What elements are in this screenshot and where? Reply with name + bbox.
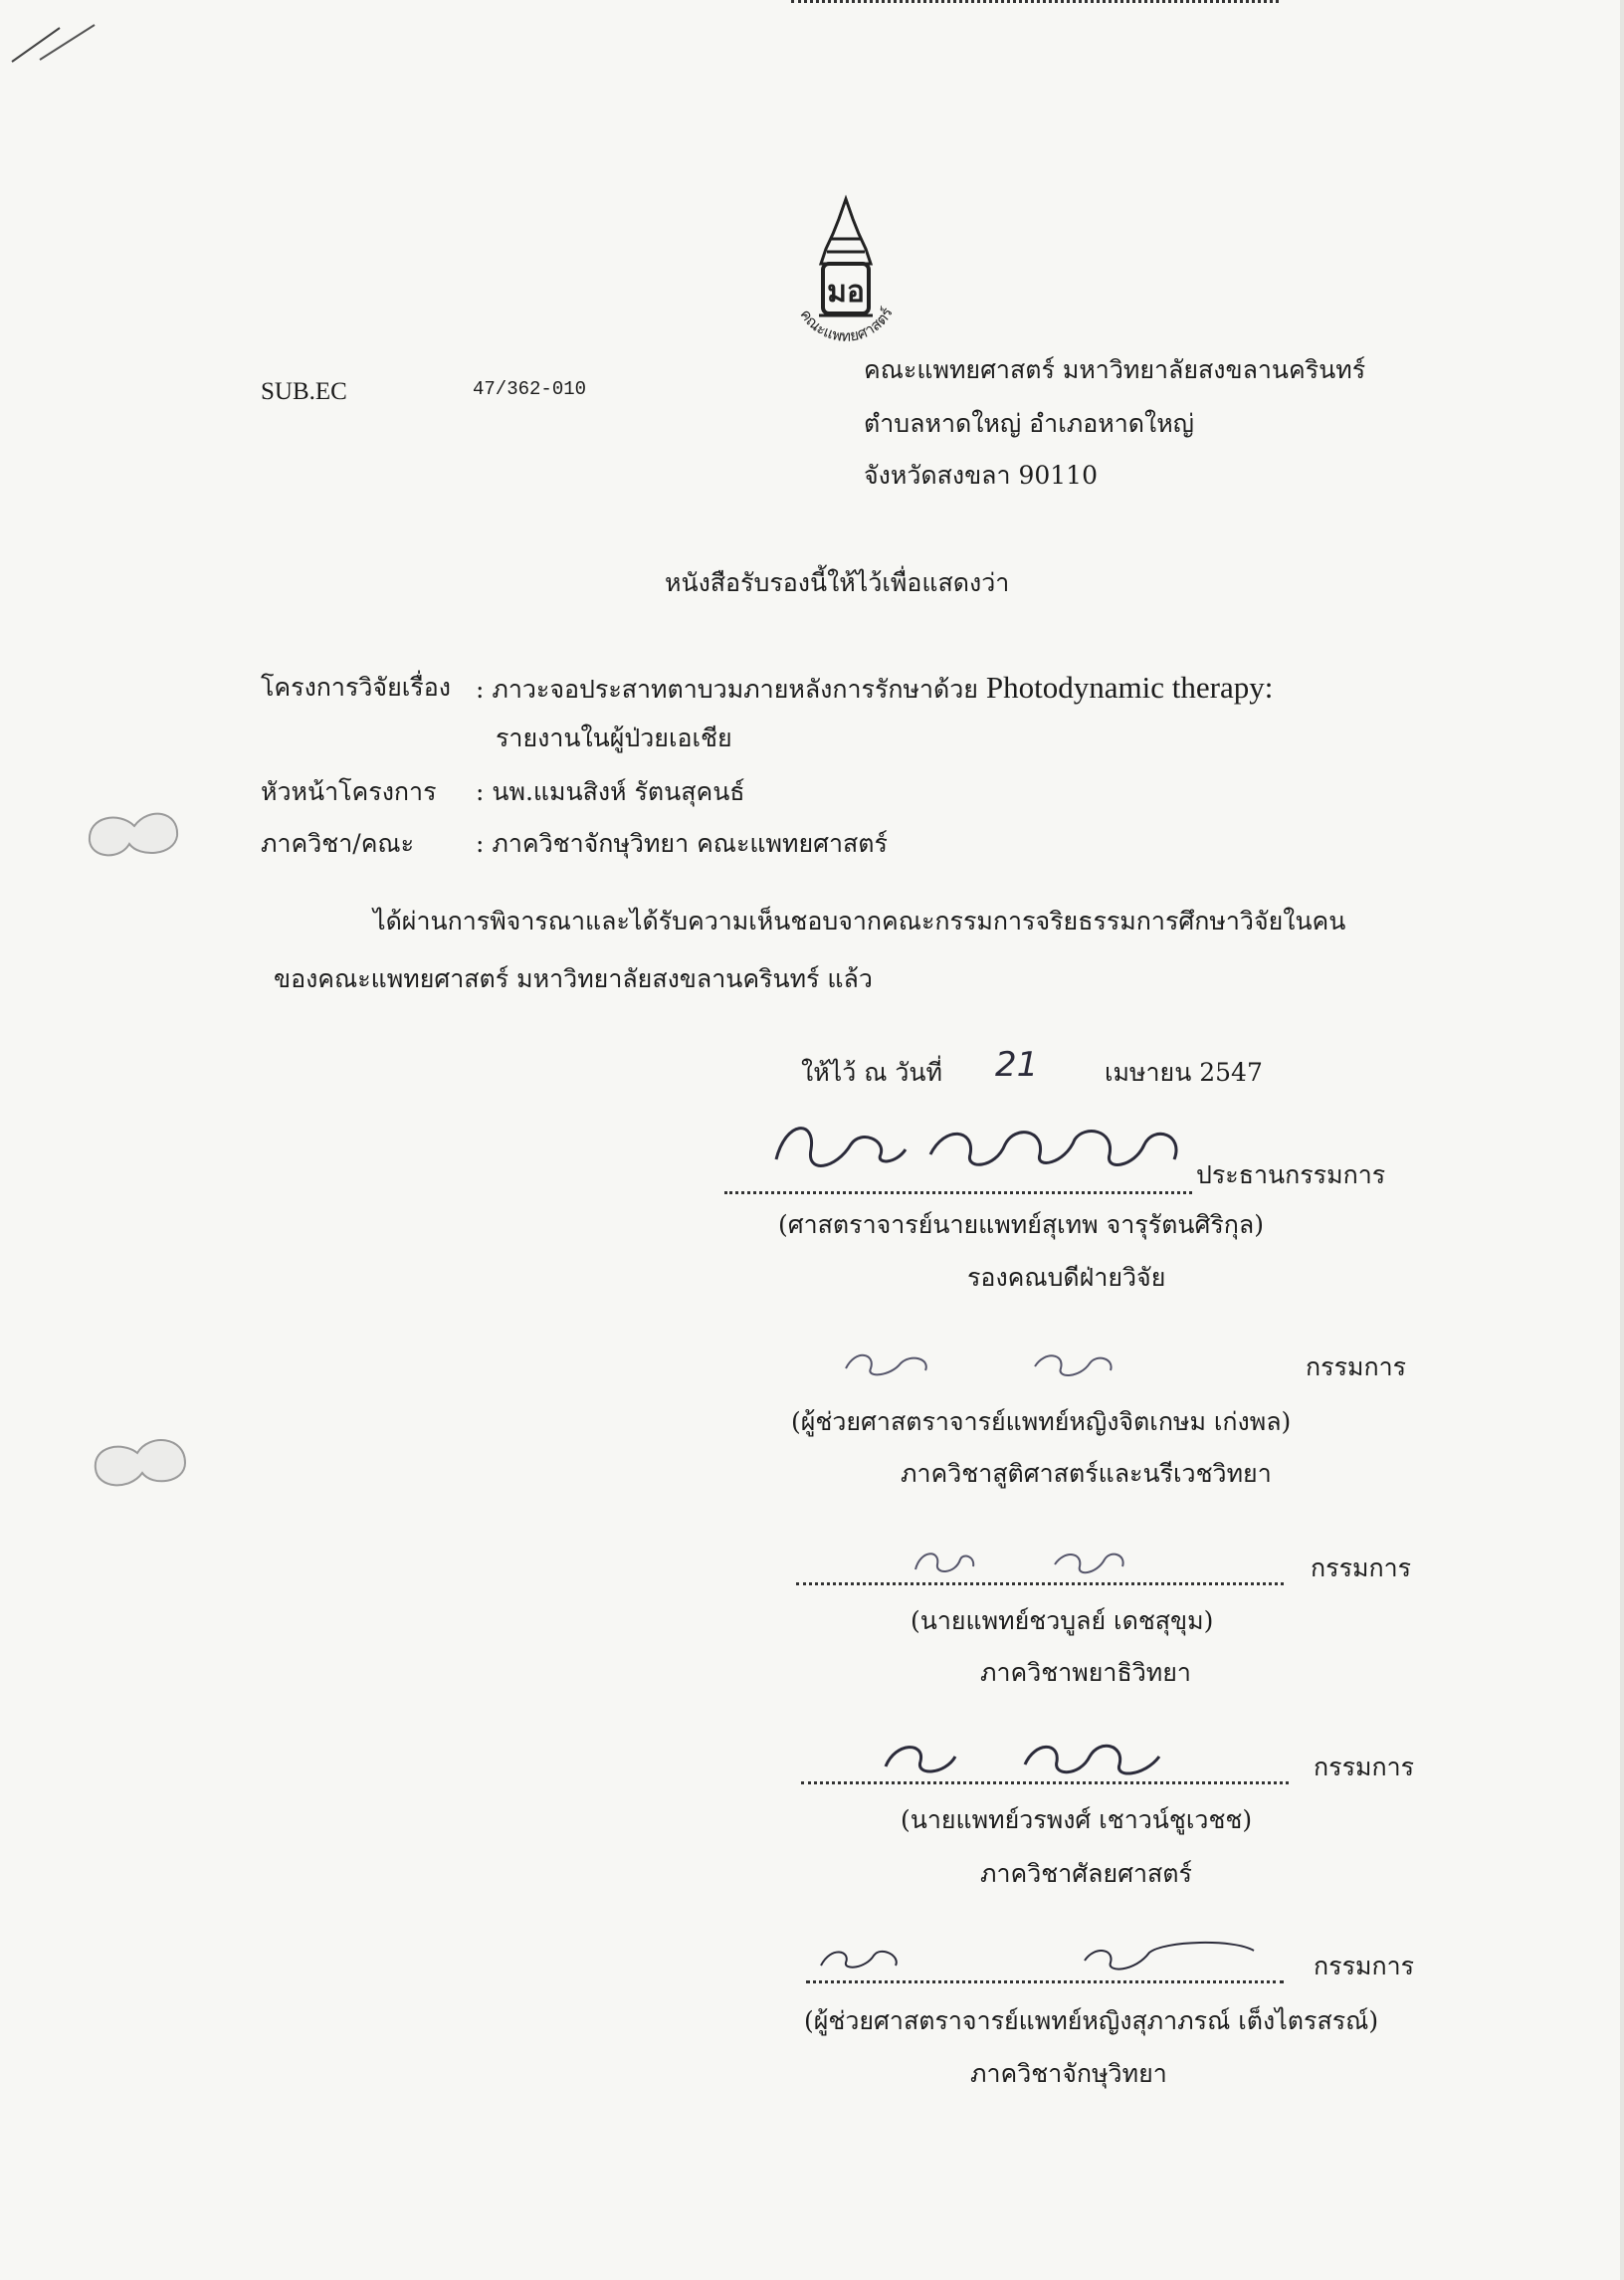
signatory-3-name: (นายแพทย์ชวบูลย์ เดชสุขุม) bbox=[911, 1606, 1214, 1635]
signatory-1-position: รองคณบดีฝ่ายวิจัย bbox=[967, 1263, 1166, 1292]
signatory-2-name: (ผู้ช่วยศาสตราจารย์แพทย์หญิงจิตเกษม เก่งพล) bbox=[791, 1407, 1292, 1436]
signatory-1-name: (ศาสตราจารย์นายแพทย์สุเทพ จารุรัตนศิริกุล) bbox=[778, 1210, 1264, 1239]
signature-line-2 bbox=[791, 0, 1279, 3]
corner-pen-mark bbox=[0, 0, 119, 80]
signature-member-4 bbox=[816, 1931, 1274, 1985]
faculty-seal-logo bbox=[771, 194, 920, 353]
reference-number: 47/362-010 bbox=[473, 378, 587, 400]
leader-label: หัวหน้าโครงการ bbox=[261, 777, 437, 806]
signature-member-2 bbox=[906, 1535, 1154, 1584]
department-label: ภาควิชา/คณะ bbox=[261, 829, 415, 858]
signatory-4-position: ภาควิชาศัลยศาสตร์ bbox=[980, 1859, 1192, 1888]
signatory-5-position: ภาควิชาจักษุวิทยา bbox=[970, 2059, 1167, 2088]
signatory-5-role: กรรมการ bbox=[1314, 1952, 1415, 1980]
signatory-2-role: กรรมการ bbox=[1306, 1352, 1407, 1381]
date-prefix: ให้ไว้ ณ วันที่ bbox=[801, 1058, 942, 1087]
date-month-year: เมษายน 2547 bbox=[1105, 1058, 1263, 1087]
reference-prefix: SUB.EC bbox=[261, 378, 347, 405]
project-value-line-2: รายงานในผู้ป่วยเอเชีย bbox=[496, 724, 732, 752]
project-value-english: Photodynamic therapy: bbox=[985, 670, 1274, 705]
department-value: : ภาควิชาจักษุวิทยา คณะแพทยศาสตร์ bbox=[476, 829, 888, 858]
project-label: โครงการวิจัยเรื่อง bbox=[261, 673, 451, 702]
project-value bbox=[476, 672, 1273, 706]
signature-line-3 bbox=[796, 1582, 1284, 1585]
svg-text:คณะแพทยศาสตร์ bbox=[796, 305, 896, 345]
signatory-5-name: (ผู้ช่วยศาสตราจารย์แพทย์หญิงสุภาภรณ์ เต็งไตรสรณ์) bbox=[804, 2006, 1379, 2035]
signature-member-3 bbox=[876, 1727, 1204, 1786]
seal-text: คณะแพทยศาสตร์ bbox=[796, 304, 897, 345]
certificate-title: หนังสือรับรองนี้ให้ไว้เพื่อแสดงว่า bbox=[665, 568, 1010, 597]
address-line-2: ตำบลหาดใหญ่ อำเภอหาดใหญ่ bbox=[864, 409, 1194, 438]
body-line-2: ของคณะแพทยศาสตร์ มหาวิทยาลัยสงขลานครินทร์ แล้ว bbox=[274, 964, 873, 993]
address-line-3: จังหวัดสงขลา 90110 bbox=[864, 461, 1098, 490]
signatory-4-role: กรรมการ bbox=[1314, 1753, 1415, 1781]
page-edge-shadow bbox=[1620, 0, 1624, 2280]
body-line-1: ได้ผ่านการพิจารณาและได้รับความเห็นชอบจากคณะกรรมการจริยธรรมการศึกษาวิจัยในคน bbox=[373, 907, 1346, 935]
address-line-1: คณะแพทยศาสตร์ มหาวิทยาลัยสงขลานครินทร์ bbox=[864, 355, 1366, 384]
signatory-3-position: ภาควิชาพยาธิวิทยา bbox=[980, 1658, 1191, 1687]
signature-line-4 bbox=[801, 1781, 1289, 1784]
punch-hole-bottom bbox=[88, 1421, 197, 1496]
svg-text:มอ: มอ bbox=[827, 275, 865, 310]
project-value-thai: : ภาวะจอประสาทตาบวมภายหลังการรักษาด้วย bbox=[476, 675, 978, 704]
signature-line-1 bbox=[724, 1191, 1192, 1194]
signatory-1-role: ประธานกรรมการ bbox=[1196, 1160, 1386, 1189]
signature-line-5 bbox=[806, 1980, 1284, 1983]
signature-chairman bbox=[756, 1110, 1234, 1184]
date-day-handwritten: 21 bbox=[995, 1045, 1039, 1085]
signatory-3-role: กรรมการ bbox=[1311, 1554, 1412, 1582]
signature-member-1 bbox=[836, 1339, 1164, 1388]
punch-hole-top bbox=[80, 796, 189, 866]
leader-value: : นพ.แมนสิงห์ รัตนสุคนธ์ bbox=[476, 777, 745, 806]
signatory-4-name: (นายแพทย์วรพงศ์ เชาวน์ชูเวชช) bbox=[901, 1805, 1253, 1834]
signatory-2-position: ภาควิชาสูติศาสตร์และนรีเวชวิทยา bbox=[901, 1459, 1272, 1488]
